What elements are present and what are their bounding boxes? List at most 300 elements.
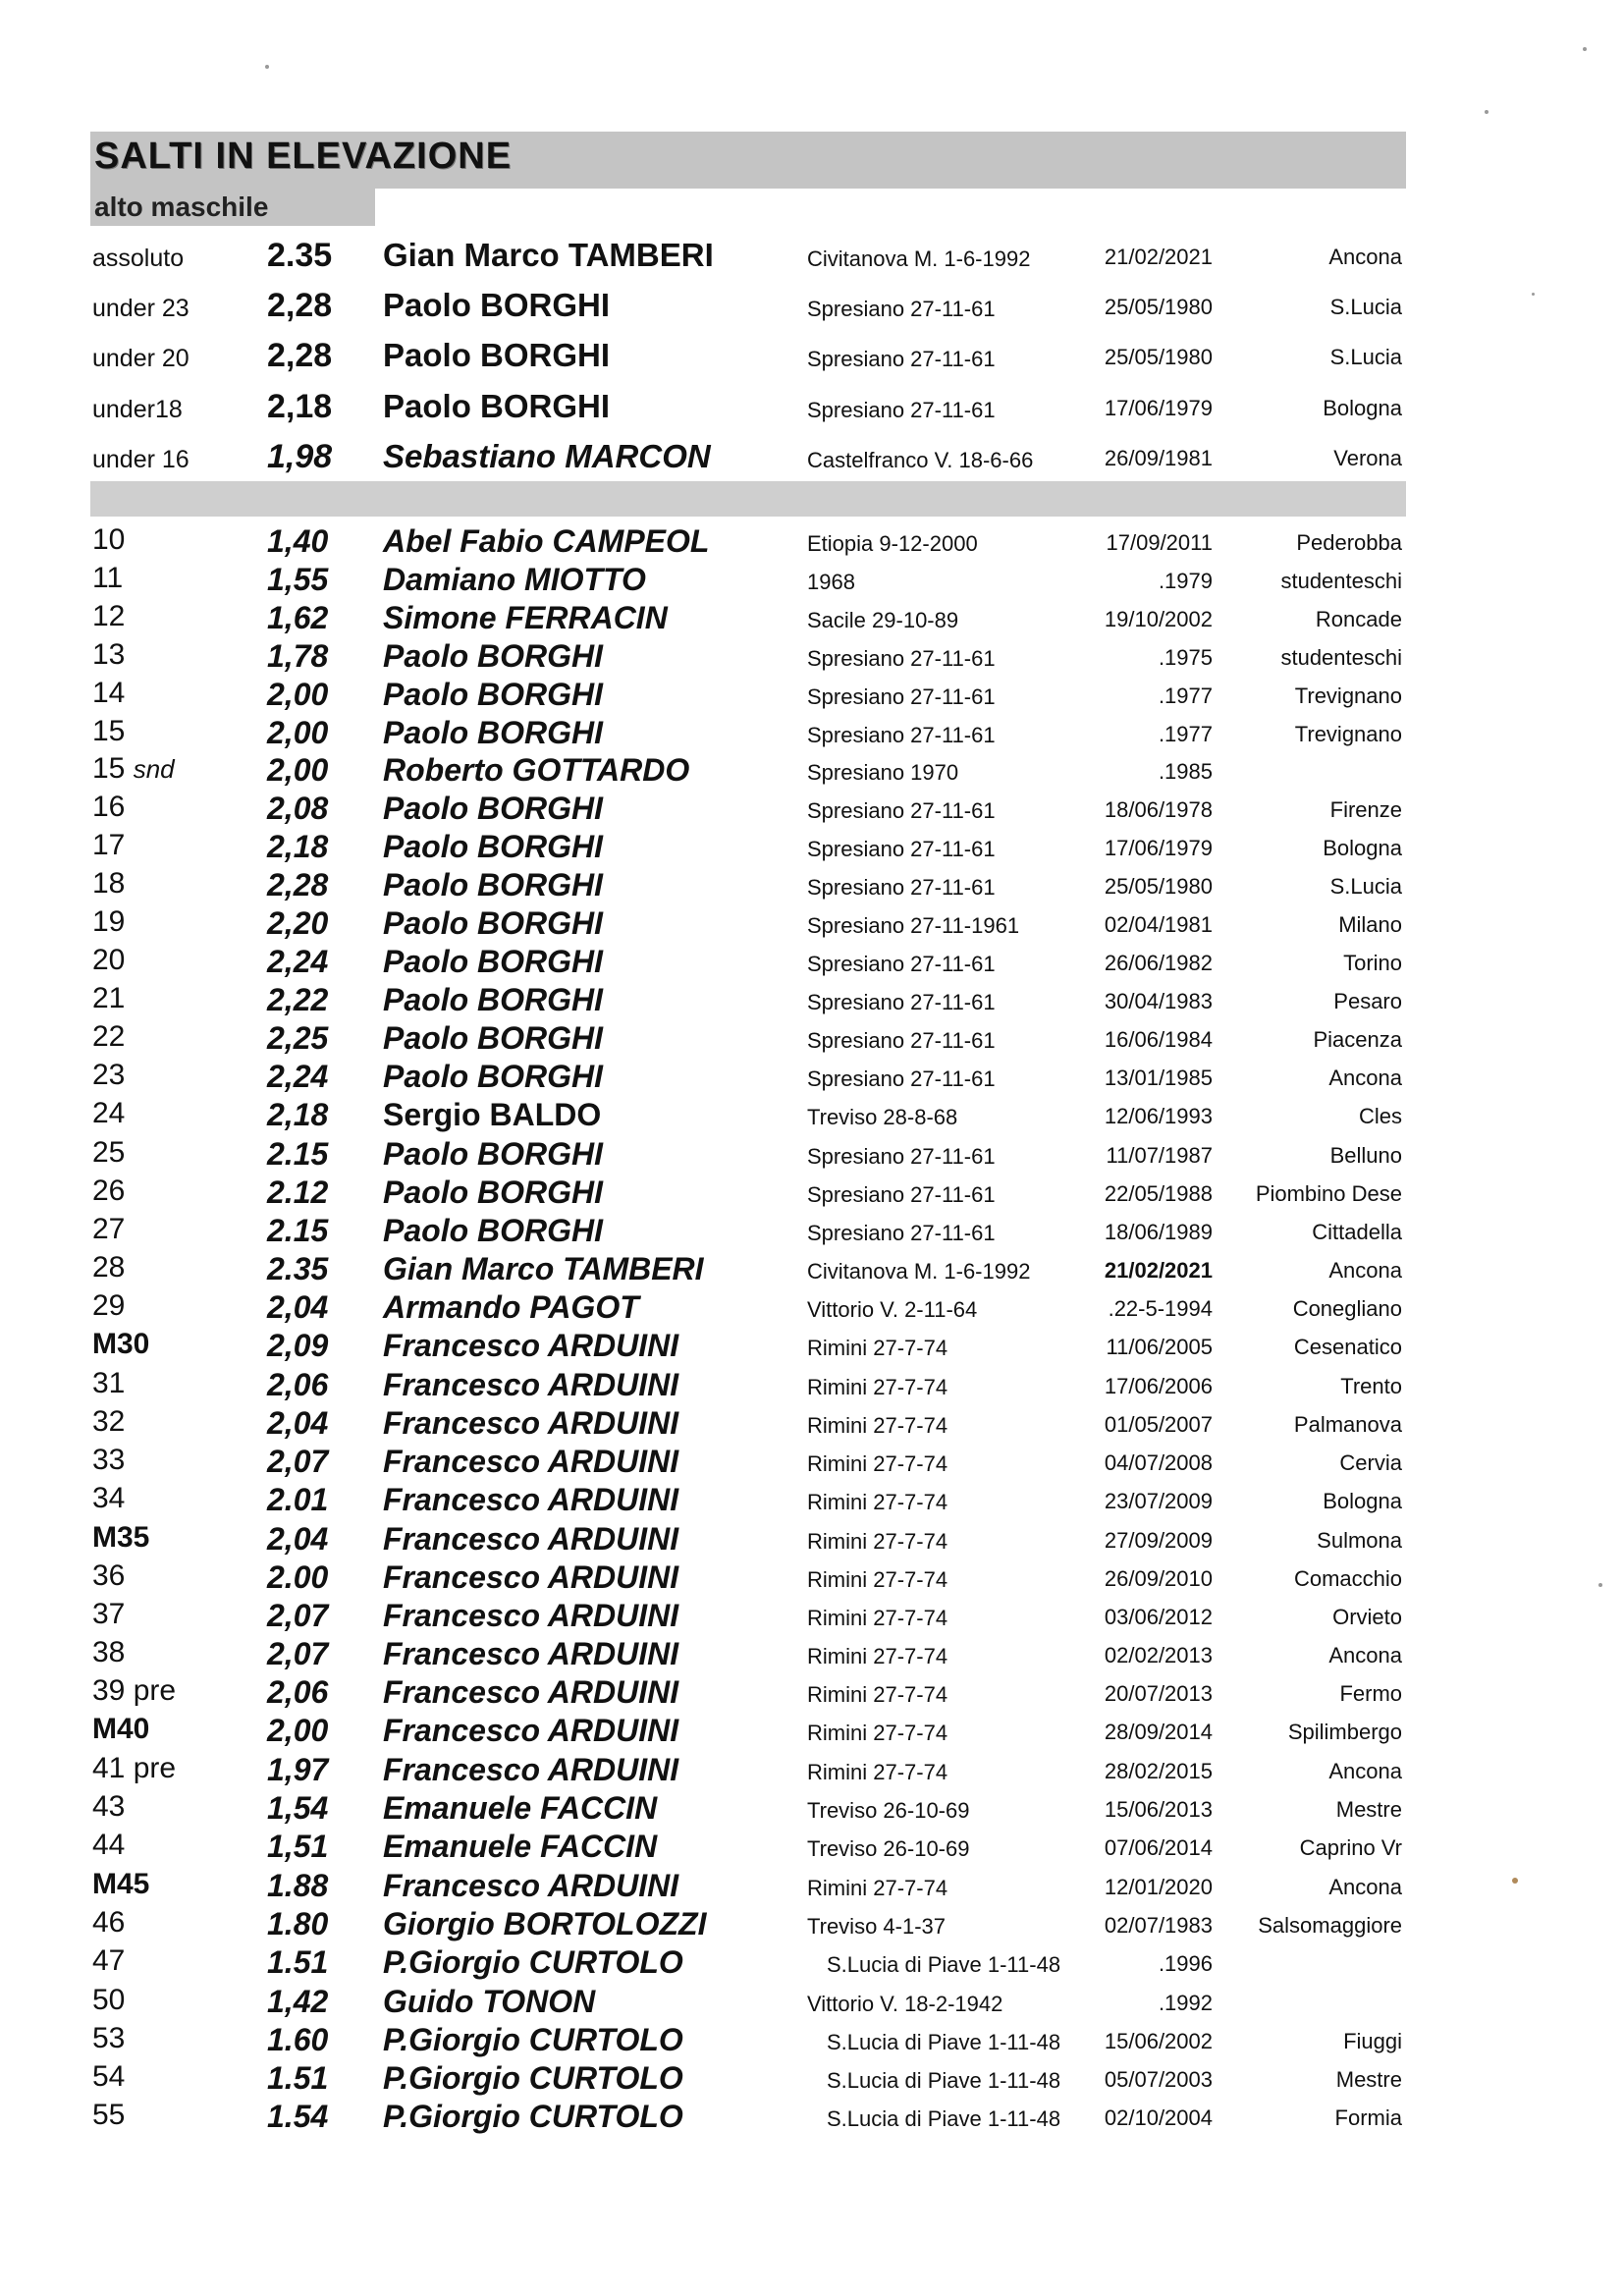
- table-row: [0, 1829, 1624, 1866]
- category-number: 28: [92, 1251, 126, 1284]
- table-row: [0, 752, 1624, 790]
- record-mark: 2,28: [267, 287, 333, 324]
- category-number: 55: [92, 2099, 126, 2131]
- athlete-name: Paolo BORGHI: [383, 1020, 604, 1056]
- athlete-name: P.Giorgio CURTOLO: [383, 2022, 683, 2057]
- athlete-name: Paolo BORGHI: [383, 1059, 604, 1094]
- record-place: studenteschi: [1280, 569, 1402, 593]
- category-number: 37: [92, 1598, 126, 1630]
- category-label: [92, 867, 125, 901]
- birth-info: Rimini 27-7-74: [807, 1529, 948, 1554]
- table-row: [0, 1482, 1624, 1519]
- athlete-name: Francesco ARDUINI: [383, 1444, 679, 1479]
- category-label: [92, 1482, 125, 1515]
- scan-speck: [1598, 1583, 1602, 1587]
- record-place: Trento: [1340, 1374, 1402, 1398]
- record-place: Fermo: [1339, 1681, 1402, 1706]
- athlete-name: Giorgio BORTOLOZZI: [383, 1906, 707, 1941]
- record-place: Palmanova: [1293, 1412, 1402, 1437]
- athlete-name: Francesco ARDUINI: [383, 1674, 679, 1710]
- record-date: 23/07/2009: [1104, 1489, 1213, 1513]
- table-row: [0, 2022, 1624, 2059]
- record-place: Bologna: [1323, 396, 1402, 420]
- category-number: 27: [92, 1213, 126, 1245]
- record-place: Caprino Vr: [1299, 1835, 1402, 1860]
- category-label: [92, 1521, 149, 1555]
- athlete-name: Simone FERRACIN: [383, 600, 668, 635]
- birth-info: Rimini 27-7-74: [807, 1644, 948, 1668]
- athlete-name: Francesco ARDUINI: [383, 1482, 679, 1517]
- category-number: 18: [92, 867, 126, 900]
- record-mark: 2,09: [267, 1328, 329, 1363]
- table-row: [0, 1598, 1624, 1635]
- table-row: [0, 829, 1624, 866]
- birth-info: Castelfranco V. 18-6-66: [807, 448, 1034, 472]
- record-place: Verona: [1333, 446, 1402, 470]
- birth-info: Rimini 27-7-74: [807, 1876, 948, 1900]
- birth-info: Civitanova M. 1-6-1992: [807, 1259, 1031, 1284]
- category-number: 15: [92, 715, 126, 747]
- birth-info: Treviso 26-10-69: [807, 1836, 970, 1861]
- category-label: [92, 562, 123, 595]
- birth-info: Spresiano 27-11-61: [807, 1028, 996, 1053]
- birth-info: Spresiano 27-11-61: [807, 798, 996, 823]
- category-label: [92, 1559, 125, 1593]
- table-row: [0, 600, 1624, 637]
- table-row: [0, 1405, 1624, 1443]
- birth-info: Vittorio V. 18-2-1942: [807, 1992, 1003, 2016]
- record-place: Pesaro: [1333, 989, 1402, 1013]
- record-mark: 2.01: [267, 1482, 329, 1517]
- record-date: 11/06/2005: [1106, 1335, 1213, 1359]
- record-place: Bologna: [1323, 1489, 1402, 1513]
- record-mark: 1,55: [267, 562, 329, 597]
- record-place: Roncade: [1315, 607, 1402, 631]
- record-place: Ancona: [1328, 1643, 1402, 1667]
- birth-info: Spresiano 27-11-61: [807, 837, 996, 861]
- athlete-name: Paolo BORGHI: [383, 905, 604, 941]
- section-subtitle: alto maschile: [94, 191, 269, 222]
- athlete-name: Abel Fabio CAMPEOL: [383, 523, 710, 559]
- record-place: Torino: [1343, 951, 1402, 975]
- table-row: [0, 388, 1624, 425]
- category-label: [92, 1405, 125, 1439]
- athlete-name: Francesco ARDUINI: [383, 1328, 679, 1363]
- category-label: [92, 1790, 125, 1824]
- category-label: [92, 1175, 125, 1208]
- athlete-name: Gian Marco TAMBERI: [383, 1251, 704, 1286]
- category-label: [92, 638, 125, 672]
- category-label: [92, 1598, 125, 1631]
- record-date: 02/04/1981: [1104, 912, 1213, 937]
- record-place: Trevignano: [1294, 722, 1402, 746]
- record-place: Spilimbergo: [1287, 1720, 1402, 1744]
- record-mark: 1,98: [267, 438, 333, 475]
- birth-info: Rimini 27-7-74: [807, 1760, 948, 1784]
- record-date: 26/06/1982: [1104, 951, 1213, 975]
- record-date: 15/06/2013: [1104, 1797, 1213, 1822]
- birth-info: S.Lucia di Piave 1-11-48: [827, 1952, 1061, 1977]
- table-row: [0, 523, 1624, 561]
- category-label: [92, 829, 125, 862]
- athlete-name: Paolo BORGHI: [383, 867, 604, 902]
- athlete-name: Francesco ARDUINI: [383, 1598, 679, 1633]
- athlete-name: Damiano MIOTTO: [383, 562, 646, 597]
- record-mark: 1,62: [267, 600, 329, 635]
- category-label: [92, 1136, 125, 1170]
- birth-info: Spresiano 27-11-61: [807, 646, 996, 671]
- category-label: [92, 1367, 125, 1400]
- category-number: 29: [92, 1289, 126, 1322]
- table-row: [0, 791, 1624, 828]
- record-mark: 1.80: [267, 1906, 329, 1941]
- record-mark: 1,51: [267, 1829, 329, 1864]
- table-row: [0, 1367, 1624, 1404]
- birth-info: Rimini 27-7-74: [807, 1567, 948, 1592]
- category-number: 44: [92, 1829, 126, 1861]
- table-row: [0, 1251, 1624, 1288]
- athlete-name: Francesco ARDUINI: [383, 1752, 679, 1787]
- category-number: 34: [92, 1482, 126, 1514]
- birth-info: Rimini 27-7-74: [807, 1375, 948, 1399]
- birth-info: Spresiano 27-11-61: [807, 723, 996, 747]
- record-place: Ancona: [1328, 1875, 1402, 1899]
- category-number: 46: [92, 1906, 126, 1939]
- category-number: 38: [92, 1636, 126, 1668]
- record-mark: 2.35: [267, 1251, 329, 1286]
- category-number: 47: [92, 1944, 126, 1977]
- record-mark: 2,06: [267, 1674, 329, 1710]
- category-label: under 20: [92, 345, 189, 372]
- record-date: 17/09/2011: [1106, 530, 1213, 555]
- record-place: Sulmona: [1317, 1528, 1402, 1553]
- category-label: under 23: [92, 295, 189, 322]
- table-row: [0, 1521, 1624, 1558]
- birth-info: Spresiano 27-11-1961: [807, 913, 1020, 938]
- category-label: [92, 1328, 149, 1361]
- table-row: [0, 1559, 1624, 1597]
- record-mark: 2,00: [267, 1713, 329, 1748]
- record-mark: 2.12: [267, 1175, 329, 1210]
- record-mark: 1,78: [267, 638, 329, 674]
- record-date: 16/06/1984: [1104, 1027, 1213, 1052]
- record-mark: 2,18: [267, 829, 329, 864]
- birth-info: Spresiano 27-11-61: [807, 297, 996, 321]
- category-label: [92, 2060, 125, 2094]
- record-date: 26/09/1981: [1104, 446, 1213, 470]
- record-date: 17/06/1979: [1104, 396, 1213, 420]
- record-date: .1979: [1158, 569, 1213, 593]
- category-label: [92, 1444, 125, 1477]
- category-number: 26: [92, 1175, 126, 1207]
- record-date: 01/05/2007: [1104, 1412, 1213, 1437]
- birth-info: Spresiano 27-11-61: [807, 398, 996, 422]
- record-place: studenteschi: [1280, 645, 1402, 670]
- athlete-name: Armando PAGOT: [383, 1289, 639, 1325]
- record-mark: 2,22: [267, 982, 329, 1017]
- category-number: 23: [92, 1059, 126, 1091]
- record-date: .1975: [1158, 645, 1213, 670]
- table-row: [0, 1213, 1624, 1250]
- record-mark: 2,24: [267, 944, 329, 979]
- table-row: [0, 905, 1624, 943]
- athlete-name: Francesco ARDUINI: [383, 1636, 679, 1671]
- athlete-name: Paolo BORGHI: [383, 1136, 604, 1172]
- category-label: [92, 791, 125, 824]
- table-row: [0, 1636, 1624, 1673]
- category-label: [92, 1906, 125, 1940]
- category-suffix: snd: [133, 754, 175, 784]
- record-date: 26/09/2010: [1104, 1566, 1213, 1591]
- record-place: Pederobba: [1296, 530, 1402, 555]
- table-row: [0, 1020, 1624, 1058]
- category-number: 21: [92, 982, 126, 1014]
- birth-info: Rimini 27-7-74: [807, 1336, 948, 1360]
- birth-info: Sacile 29-10-89: [807, 608, 959, 632]
- category-label: [92, 1289, 125, 1323]
- category-number: 31: [92, 1367, 126, 1399]
- category-number: 24: [92, 1097, 126, 1129]
- record-date: 21/02/2021: [1104, 245, 1213, 269]
- table-row: [0, 982, 1624, 1019]
- record-place: Cles: [1358, 1104, 1402, 1128]
- birth-info: Rimini 27-7-74: [807, 1682, 948, 1707]
- category-label: under18: [92, 396, 183, 423]
- record-place: Salsomaggiore: [1258, 1913, 1402, 1938]
- category-number: 16: [92, 791, 126, 823]
- record-mark: 1.54: [267, 2099, 329, 2134]
- category-number: 17: [92, 829, 126, 861]
- record-date: 07/06/2014: [1104, 1835, 1213, 1860]
- record-date: 28/09/2014: [1104, 1720, 1213, 1744]
- record-place: Fiuggi: [1343, 2029, 1402, 2053]
- record-place: Piombino Dese: [1255, 1181, 1402, 1206]
- table-row: [0, 1944, 1624, 1982]
- category-number: 14: [92, 677, 126, 709]
- category-label: [92, 1868, 149, 1901]
- record-place: Belluno: [1329, 1143, 1402, 1168]
- record-mark: 2.15: [267, 1136, 329, 1172]
- record-mark: 2,28: [267, 337, 333, 374]
- table-row: [0, 677, 1624, 714]
- athlete-name: Sebastiano MARCON: [383, 438, 711, 474]
- record-place: Comacchio: [1293, 1566, 1402, 1591]
- birth-info: Spresiano 27-11-61: [807, 990, 996, 1014]
- table-row: [0, 237, 1624, 274]
- table-row: [0, 1752, 1624, 1789]
- record-mark: 2,07: [267, 1636, 329, 1671]
- record-place: Milano: [1338, 912, 1402, 937]
- athlete-name: Paolo BORGHI: [383, 1175, 604, 1210]
- table-row: [0, 1328, 1624, 1365]
- record-date: 28/02/2015: [1104, 1759, 1213, 1783]
- record-date: 12/01/2020: [1104, 1875, 1213, 1899]
- athlete-name: Paolo BORGHI: [383, 638, 604, 674]
- category-label: [92, 2099, 125, 2132]
- birth-info: Spresiano 27-11-61: [807, 1144, 996, 1169]
- record-mark: 1,97: [267, 1752, 329, 1787]
- birth-info: Spresiano 27-11-61: [807, 952, 996, 976]
- record-mark: 1.51: [267, 1944, 329, 1980]
- record-date: 20/07/2013: [1104, 1681, 1213, 1706]
- category-label: [92, 1251, 125, 1285]
- record-place: Ancona: [1328, 1258, 1402, 1283]
- record-date: .1996: [1158, 1951, 1213, 1976]
- record-date: 18/06/1978: [1104, 797, 1213, 822]
- record-mark: 2,00: [267, 752, 329, 788]
- record-mark: 1.51: [267, 2060, 329, 2096]
- category-number: 22: [92, 1020, 126, 1053]
- scan-speck: [1485, 110, 1489, 114]
- category-number: 41 pre: [92, 1752, 177, 1784]
- record-date: .22-5-1994: [1108, 1296, 1213, 1321]
- birth-info: Spresiano 27-11-61: [807, 875, 996, 900]
- birth-info: Rimini 27-7-74: [807, 1490, 948, 1514]
- athlete-name: Francesco ARDUINI: [383, 1559, 679, 1595]
- record-place: Firenze: [1329, 797, 1402, 822]
- record-place: Mestre: [1335, 2067, 1402, 2092]
- table-row: [0, 1984, 1624, 2021]
- record-place: Piacenza: [1313, 1027, 1402, 1052]
- athlete-name: Emanuele FACCIN: [383, 1829, 658, 1864]
- athlete-name: Paolo BORGHI: [383, 337, 611, 373]
- athlete-name: Roberto GOTTARDO: [383, 752, 690, 788]
- record-date: 30/04/1983: [1104, 989, 1213, 1013]
- category-label: [92, 715, 125, 748]
- scan-speck: [1512, 1878, 1518, 1884]
- athlete-name: P.Giorgio CURTOLO: [383, 2099, 683, 2134]
- birth-info: Spresiano 27-11-61: [807, 684, 996, 709]
- category-label: [92, 1059, 125, 1092]
- record-place: Ancona: [1328, 245, 1402, 269]
- category-label: assoluto: [92, 245, 185, 272]
- record-mark: 2,18: [267, 388, 333, 425]
- record-place: S.Lucia: [1329, 345, 1402, 369]
- category-number: 15: [92, 752, 126, 785]
- birth-info: Rimini 27-7-74: [807, 1413, 948, 1438]
- section-separator: [90, 481, 1406, 517]
- athlete-name: Paolo BORGHI: [383, 677, 604, 712]
- category-label: [92, 1713, 149, 1746]
- category-number: M30: [92, 1328, 150, 1360]
- category-label: [92, 677, 125, 710]
- record-date: 03/06/2012: [1104, 1605, 1213, 1629]
- category-number: M40: [92, 1713, 150, 1745]
- category-number: 53: [92, 2022, 126, 2054]
- category-label: [92, 523, 125, 557]
- category-label: under 16: [92, 446, 189, 473]
- record-date: 17/06/2006: [1104, 1374, 1213, 1398]
- table-row: [0, 287, 1624, 324]
- category-number: 10: [92, 523, 126, 556]
- birth-info: Treviso 26-10-69: [807, 1798, 970, 1823]
- record-mark: 2,00: [267, 677, 329, 712]
- record-mark: 2,06: [267, 1367, 329, 1402]
- table-row: [0, 638, 1624, 676]
- scan-speck: [265, 65, 269, 69]
- record-place: Formia: [1334, 2105, 1402, 2130]
- scan-speck: [1583, 47, 1587, 51]
- category-number: 36: [92, 1559, 126, 1592]
- table-row: [0, 2099, 1624, 2136]
- category-number: 54: [92, 2060, 126, 2093]
- table-row: [0, 1790, 1624, 1828]
- record-mark: 2.00: [267, 1559, 329, 1595]
- table-row: [0, 1175, 1624, 1212]
- record-place: Conegliano: [1292, 1296, 1402, 1321]
- category-number: 20: [92, 944, 126, 976]
- category-label: [92, 1020, 125, 1054]
- birth-info: Treviso 28-8-68: [807, 1105, 958, 1129]
- record-date: 02/10/2004: [1104, 2105, 1213, 2130]
- record-date: 18/06/1989: [1104, 1220, 1213, 1244]
- category-number: M45: [92, 1868, 150, 1900]
- athlete-name: P.Giorgio CURTOLO: [383, 2060, 683, 2096]
- athlete-name: Paolo BORGHI: [383, 287, 611, 323]
- record-place: Ancona: [1328, 1066, 1402, 1090]
- record-mark: 2,04: [267, 1405, 329, 1441]
- record-date: 02/07/1983: [1104, 1913, 1213, 1938]
- birth-info: Rimini 27-7-74: [807, 1451, 948, 1476]
- table-row: [0, 337, 1624, 374]
- record-place: Trevignano: [1294, 683, 1402, 708]
- table-row: [0, 562, 1624, 599]
- record-mark: 2,18: [267, 1097, 329, 1132]
- category-number: 43: [92, 1790, 126, 1823]
- page-title: SALTI IN ELEVAZIONE: [94, 136, 513, 177]
- athlete-name: Paolo BORGHI: [383, 791, 604, 826]
- birth-info: Rimini 27-7-74: [807, 1606, 948, 1630]
- record-mark: 1,40: [267, 523, 329, 559]
- table-row: [0, 1713, 1624, 1750]
- title-bar: [90, 132, 1406, 189]
- table-row: [0, 1444, 1624, 1481]
- record-date: 05/07/2003: [1104, 2067, 1213, 2092]
- table-row: [0, 715, 1624, 752]
- record-mark: 2.35: [267, 237, 333, 274]
- birth-info: Spresiano 27-11-61: [807, 347, 996, 371]
- birth-info: Vittorio V. 2-11-64: [807, 1297, 978, 1322]
- birth-info: 1968: [807, 570, 855, 594]
- birth-info: Civitanova M. 1-6-1992: [807, 246, 1031, 271]
- athlete-name: Guido TONON: [383, 1984, 596, 2019]
- record-mark: 2,04: [267, 1289, 329, 1325]
- category-number: 33: [92, 1444, 126, 1476]
- table-row: [0, 1868, 1624, 1905]
- birth-info: Spresiano 27-11-61: [807, 1182, 996, 1207]
- record-date: 25/05/1980: [1104, 295, 1213, 319]
- record-date: 12/06/1993: [1104, 1104, 1213, 1128]
- birth-info: Spresiano 27-11-61: [807, 1066, 996, 1091]
- record-mark: 2,07: [267, 1598, 329, 1633]
- category-number: 50: [92, 1984, 126, 2016]
- record-place: Cittadella: [1312, 1220, 1402, 1244]
- category-label: [92, 1213, 125, 1246]
- athlete-name: Paolo BORGHI: [383, 715, 604, 750]
- record-date: 25/05/1980: [1104, 345, 1213, 369]
- category-number: 39 pre: [92, 1674, 177, 1707]
- category-number: M35: [92, 1521, 150, 1554]
- category-number: 25: [92, 1136, 126, 1169]
- category-number: 13: [92, 638, 126, 671]
- category-label: [92, 1829, 125, 1862]
- record-mark: 2,04: [267, 1521, 329, 1557]
- category-label: [92, 1984, 125, 2017]
- birth-info: S.Lucia di Piave 1-11-48: [827, 2030, 1061, 2054]
- record-mark: 2,08: [267, 791, 329, 826]
- category-label: [92, 1674, 176, 1708]
- athlete-name: Paolo BORGHI: [383, 829, 604, 864]
